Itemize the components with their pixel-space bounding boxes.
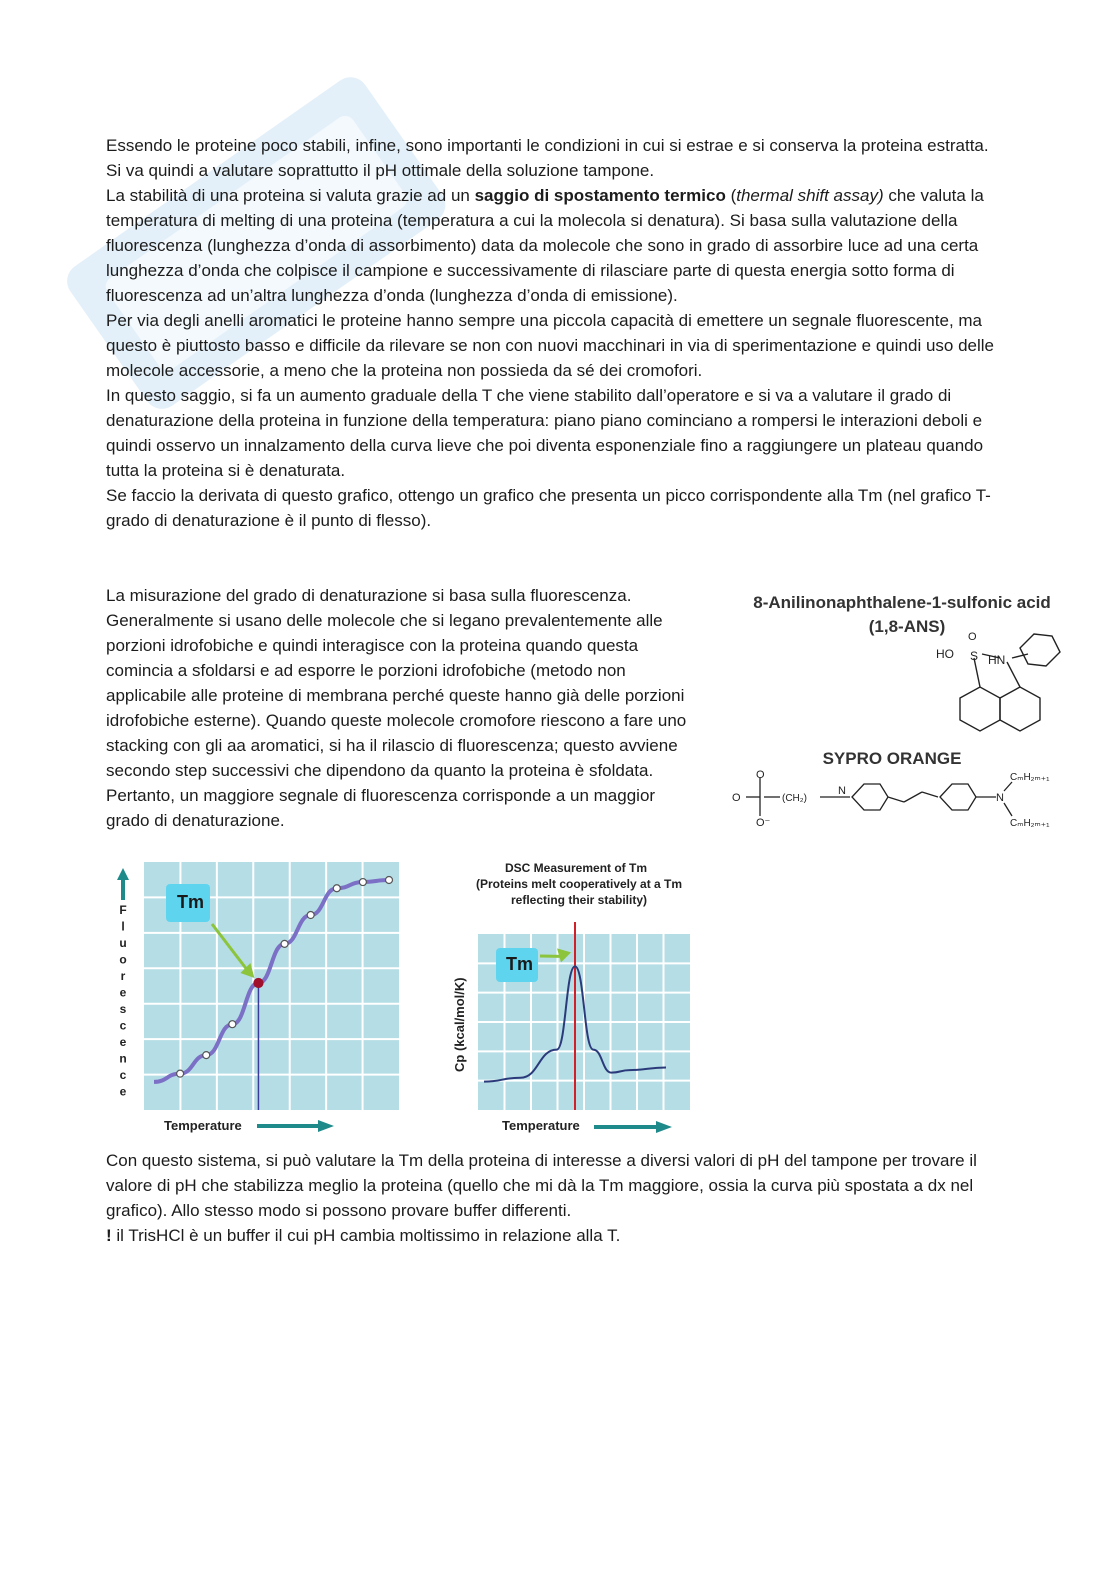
dsc-tm-label: Tm: [506, 954, 533, 974]
data-point: [386, 877, 393, 884]
dsc-x-axis-arrowhead: [656, 1121, 672, 1133]
paragraph-6: La misurazione del grado di denaturazione si basa sulla fluorescenza. Generalmente si usano delle molecole che si legano prevalentemente alle porzioni idrofobiche e quindi interagisce con la proteina quando questa comincia a sfoldarsi e ad esporre le porzioni idrofobiche (metodo non applicabile alle proteine di membrana perché queste hanno già delle porzioni idrofobiche esterne). Quando queste molecole cromofore riescono a fare uno stacking con gli aa aromatici, si ha il rilascio di fluorescenza; questo avviene secondo step successivi che dipendono da quanto la proteina è sfoldata. Pertanto, un maggiore segnale di fluorescenza corrisponde a un maggior grado di denaturazione.: [106, 586, 687, 830]
data-point: [203, 1052, 210, 1059]
sypro-n-plus: N: [838, 785, 846, 797]
chemical-structures: [712, 588, 1092, 848]
paragraph-2-italic: thermal shift assay): [736, 186, 884, 205]
body-text-top: [106, 133, 1006, 533]
paragraph-8: [106, 1223, 1006, 1248]
sypro-o-label: O: [732, 792, 741, 804]
paragraph-2-rest: che valuta la temperatura di melting di una proteina (temperatura a cui la molecola si denatura). Si basa sulla valutazione della fluorescenza (lunghezza d’onda di assorbimento) data da molecole che sono in grado di assorbire luce ad una certa lunghezza d’onda che colpisce il campione e successivamente di rilasciare parte di questa energia sotto forma di fluorescenza ad un’altra lunghezza d’onda (lunghezza d’onda di emissione).: [106, 186, 984, 305]
y-axis-label-letter: F: [119, 903, 127, 917]
dsc-title: DSC Measurement of Tm: [504, 861, 648, 875]
fluorescence-melt-chart: [112, 858, 412, 1138]
y-axis-label-letter: e: [119, 1084, 127, 1099]
y-axis-label-letter: r: [120, 969, 126, 983]
ans-hn-label: HN: [988, 653, 1006, 667]
paragraph-2-bold: saggio di spostamento termico: [474, 186, 726, 205]
data-point: [229, 1021, 236, 1028]
dsc-x-axis-label: Temperature: [502, 1118, 580, 1133]
sypro-alkyl-1: CₘH₂ₘ₊₁: [1010, 772, 1050, 783]
data-point: [333, 885, 340, 892]
paragraph-8-text: il TrisHCl è un buffer il cui pH cambia moltissimo in relazione alla T.: [111, 1226, 621, 1245]
sypro-n: N: [996, 792, 1004, 804]
y-axis-label-letter: u: [119, 936, 127, 950]
ans-s-label: S: [970, 649, 979, 663]
sypro-name: SYPRO ORANGE: [822, 749, 962, 768]
data-point: [307, 912, 314, 919]
paragraph-4: In questo saggio, si fa un aumento graduale della T che viene stabilito dall’operatore e si va a valutare il grado di denaturazione della proteina in funzione della temperatura: piano piano cominciano a rompersi le interazioni deboli e quindi osservo un innalzamento della curva lieve che poi diventa esponenziale fino a raggiungere un plateau quando tutta la proteina si è denaturata.: [106, 386, 984, 480]
y-axis-arrow-shaft: [121, 880, 125, 900]
y-axis-label-vertical: [119, 903, 126, 1099]
paragraph-2-text: La stabilità di una proteina si valuta grazie ad un: [106, 186, 475, 205]
dsc-subtitle-wrap: [474, 876, 684, 916]
y-axis-label-letter: e: [119, 1035, 127, 1049]
y-axis-label-letter: n: [119, 1051, 127, 1066]
y-axis-label-letter: c: [119, 1068, 127, 1082]
ans-name: 8-Anilinonaphthalene-1-sulfonic acid: [753, 593, 1051, 612]
tm-data-point: [254, 979, 263, 988]
body-text-column: [106, 583, 696, 833]
data-point: [177, 1070, 184, 1077]
dsc-subtitle: (Proteins melt cooperatively at a Tm reflecting their stability): [475, 877, 683, 907]
sypro-o-top: O: [756, 769, 765, 781]
exclamation-mark: !: [106, 1226, 112, 1245]
data-point: [359, 879, 366, 886]
y-axis-label-letter: o: [119, 952, 127, 967]
y-axis-label-letter: s: [119, 1002, 127, 1016]
x-axis-label: Temperature: [164, 1118, 242, 1133]
tm-label: Tm: [177, 892, 204, 912]
sypro-alkyl-2: CₘH₂ₘ₊₁: [1010, 818, 1050, 829]
paragraph-2-paren: (: [725, 186, 737, 205]
paragraph-7: Con questo sistema, si può valutare la Tm della proteina di interesse a diversi valori di pH del tampone per trovare il valore di pH che stabilizza meglio la proteina (quello che mi dà la Tm maggiore, ossia la curva più spostata a dx nel grafico). Allo stesso modo si possono provare buffer differenti.: [106, 1151, 977, 1220]
paragraph-2: [106, 183, 1006, 308]
ans-o-label: O: [968, 631, 977, 643]
dsc-chart: [446, 852, 696, 1138]
ans-ho-label: HO: [936, 647, 954, 661]
dsc-y-axis-label: Cp (kcal/mol/K): [452, 977, 467, 1072]
body-text-bottom: [106, 1148, 1006, 1248]
paragraph-1: Essendo le proteine poco stabili, infine, sono importanti le condizioni in cui si estrae e si conserva la proteina estratta. Si va quindi a valutare soprattutto il pH ottimale della soluzione tampone.: [106, 136, 989, 180]
paragraph-3: Per via degli anelli aromatici le proteine hanno sempre una piccola capacità di emettere un segnale fluorescente, ma questo è piuttosto basso e difficile da rilevare se non con nuovi macchinari in via di sperimentazione e quindi uso delle molecole accessorie, a meno che la proteina non possieda da sé dei cromofori.: [106, 311, 994, 380]
sypro-o-minus: O⁻: [756, 817, 771, 829]
paragraph-5: Se faccio la derivata di questo grafico, ottengo un grafico che presenta un picco corrispondente alla Tm (nel grafico T-grado di denaturazione è il punto di flesso).: [106, 486, 991, 530]
sypro-chain: (CH₂): [782, 793, 807, 804]
y-axis-arrow: [117, 868, 129, 880]
y-axis-label-letter: c: [119, 1018, 127, 1033]
data-point: [281, 940, 288, 947]
x-axis-arrowhead: [318, 1120, 334, 1132]
y-axis-label-letter: l: [121, 919, 125, 934]
y-axis-label-letter: e: [119, 985, 127, 1000]
ans-abbrev: (1,8-ANS): [868, 617, 946, 636]
